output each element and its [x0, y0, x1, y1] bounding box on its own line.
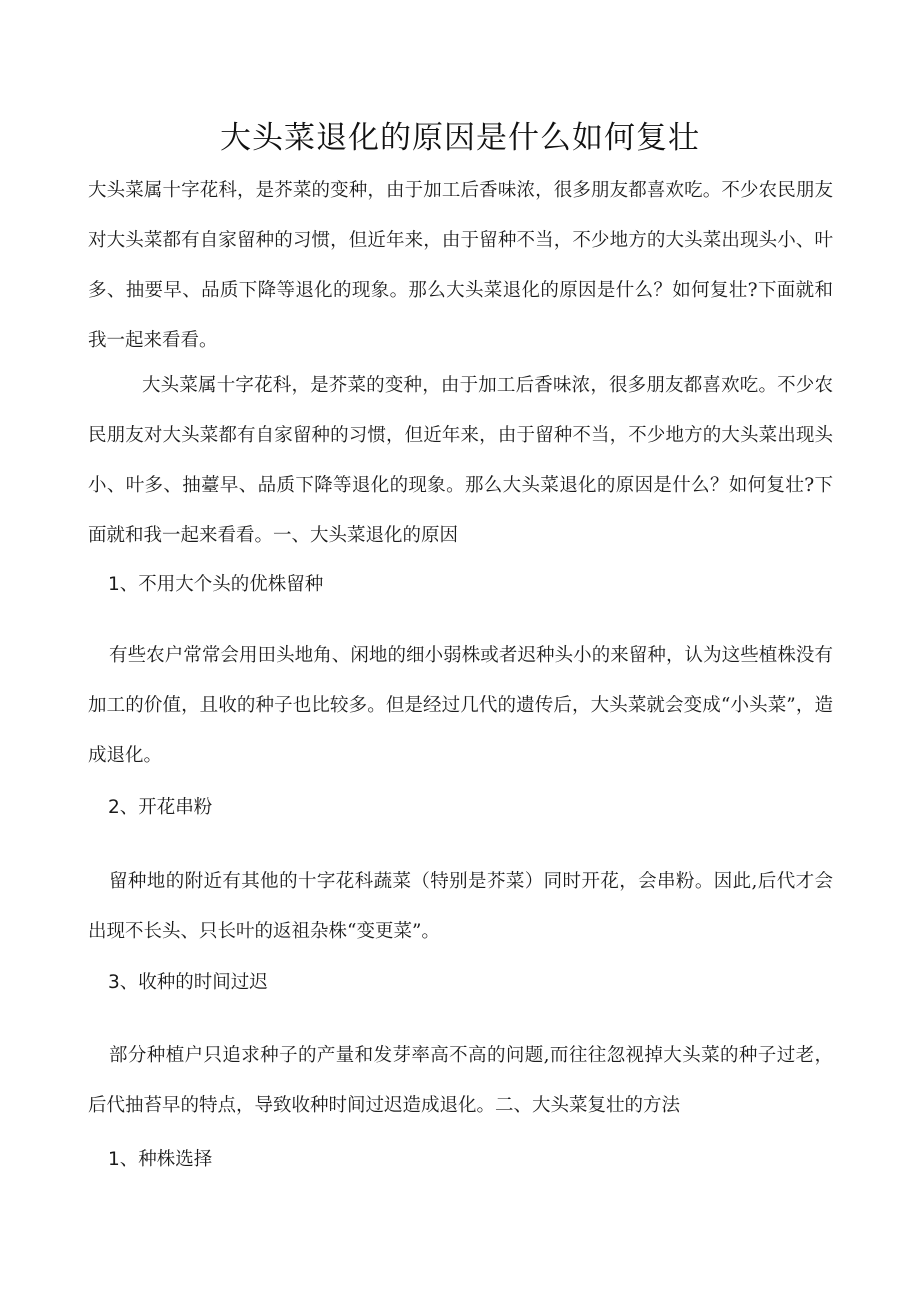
intro-repeat-paragraph: 大头菜属十字花科，是芥菜的变种，由于加工后香味浓，很多朋友都喜欢吃。不少农民朋友对大头菜都有自家留种的习惯，但近年来，由于留种不当，不少地方的大头菜出现头小、叶多、抽薹早、品质下降等退化的现象。那么大头菜退化的原因是什么？如何复壮?下面就和我一起来看看。一、大头菜退化的原因 — [88, 375, 833, 546]
intro-paragraph: 大头菜属十字花科，是芥菜的变种，由于加工后香味浓，很多朋友都喜欢吃。不少农民朋友对大头菜都有自家留种的习惯，但近年来，由于留种不当，不少地方的大头菜出现头小、叶多、抽要早、品质下降等退化的现象。那么大头菜退化的原因是什么？如何复壮?下面就和我一起来看看。 — [88, 180, 833, 351]
section-heading-2: 2、开花串粉 — [108, 797, 213, 818]
section-heading-3: 3、收种的时间过迟 — [108, 972, 268, 993]
document-title: 大头菜退化的原因是什么如何复壮 — [220, 120, 700, 156]
section-heading-4: 1、种株选择 — [108, 1149, 213, 1170]
section-body-1: 有些农户常常会用田头地角、闲地的细小弱株或者迟种头小的来留种，认为这些植株没有加工的价值，且收的种子也比较多。但是经过几代的遗传后，大头菜就会变成“小头菜”，造成退化。 — [88, 645, 833, 766]
section-body-2: 留种地的附近有其他的十字花科蔬菜（特别是芥菜）同时开花，会串粉。因此,后代才会出现不长头、只长叶的返祖杂株“变更菜”。 — [88, 871, 833, 942]
section-body-3: 部分种植户只追求种子的产量和发芽率高不高的问题,而往往忽视掉大头菜的种子过老，后代抽苔早的特点，导致收种时间过迟造成退化。二、大头菜复壮的方法 — [88, 1045, 833, 1116]
section-heading-1: 1、不用大个头的优株留种 — [108, 574, 324, 595]
